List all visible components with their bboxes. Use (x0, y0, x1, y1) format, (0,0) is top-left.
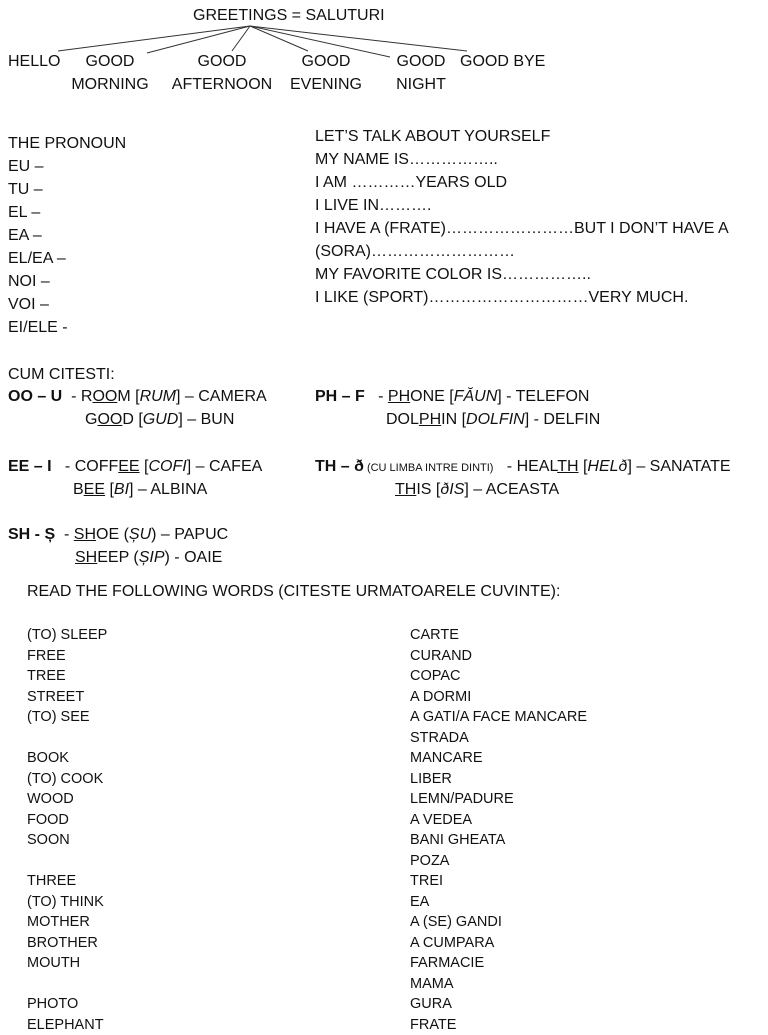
list-item: A DORMI (410, 687, 587, 708)
list-item: (TO) SEE (27, 707, 107, 728)
rule-ph-line1: PH – F - PHONE [FĂUN] - TELEFON (315, 385, 589, 408)
list-item: CARTE (410, 625, 587, 646)
list-item: MAMA (410, 974, 587, 995)
rule-th-line2: THIS [ðIS] – ACEASTA (395, 478, 559, 501)
list-item: THREE (27, 871, 107, 892)
greeting-hello: HELLO (8, 50, 60, 73)
english-word-list (27, 625, 107, 1035)
rule-oo-line1: OO – U - ROOM [RUM] – CAMERA (8, 385, 267, 408)
list-item: LIBER (410, 769, 587, 790)
rule-sh-key: SH - Ș (8, 526, 55, 543)
list-item: ELEPHANT (27, 1015, 107, 1035)
list-item: COPAC (410, 666, 587, 687)
greeting-good-night: GOOD NIGHT (390, 50, 452, 96)
list-item: FARMACIE (410, 953, 587, 974)
cum-citesti-title: CUM CITESTI: (8, 363, 115, 386)
list-item: MANCARE (410, 748, 587, 769)
rule-th-key: TH – ð (315, 458, 364, 475)
greeting-good-evening: GOOD EVENING (287, 50, 365, 96)
yourself-line: I HAVE A (FRATE)……………………BUT I DON’T HAVE A (315, 217, 729, 240)
yourself-title: LET’S TALK ABOUT YOURSELF (315, 125, 729, 148)
yourself-line: I LIVE IN………. (315, 194, 729, 217)
greeting-good-bye: GOOD BYE (460, 50, 545, 73)
list-item: FOOD (27, 810, 107, 831)
greetings-title: GREETINGS = SALUTURI (193, 4, 385, 27)
yourself-line: I LIKE (SPORT)…………………………VERY MUCH. (315, 286, 729, 309)
pronoun-item: VOI – (8, 293, 126, 316)
list-item: POZA (410, 851, 587, 872)
read-words-title: READ THE FOLLOWING WORDS (CITESTE URMATOARELE CUVINTE): (27, 580, 560, 603)
rule-ph-line2: DOLPHIN [DOLFIN] - DELFIN (386, 408, 600, 431)
list-item: A GATI/A FACE MANCARE (410, 707, 587, 728)
list-item: A (SE) GANDI (410, 912, 587, 933)
pronoun-item: TU – (8, 178, 126, 201)
list-item: MOUTH (27, 953, 107, 974)
rule-th-note: (CU LIMBA INTRE DINTI) (364, 462, 494, 474)
list-item: FREE (27, 646, 107, 667)
yourself-line: MY NAME IS…………….. (315, 148, 729, 171)
pronoun-item: EU – (8, 155, 126, 178)
list-item: GURA (410, 994, 587, 1015)
pronoun-item: EL/EA – (8, 247, 126, 270)
list-item: A VEDEA (410, 810, 587, 831)
rule-oo-line2: GOOD [GUD] – BUN (85, 408, 234, 431)
pronoun-title: THE PRONOUN (8, 132, 126, 155)
pronoun-item: EA – (8, 224, 126, 247)
yourself-line: MY FAVORITE COLOR IS…………….. (315, 263, 729, 286)
list-item: (TO) SLEEP (27, 625, 107, 646)
rule-ee-key: EE – I (8, 458, 52, 475)
yourself-line: (SORA)……………………… (315, 240, 729, 263)
rule-ph-key: PH – F (315, 388, 365, 405)
list-item (27, 974, 107, 995)
greeting-good-morning: GOOD MORNING (66, 50, 154, 96)
yourself-section (315, 125, 729, 309)
list-item (27, 851, 107, 872)
list-item: (TO) COOK (27, 769, 107, 790)
list-item: STREET (27, 687, 107, 708)
romanian-word-list (410, 625, 587, 1035)
list-item: LEMN/PADURE (410, 789, 587, 810)
list-item: A CUMPARA (410, 933, 587, 954)
list-item: CURAND (410, 646, 587, 667)
list-item: WOOD (27, 789, 107, 810)
rule-sh-line1: SH - Ș - SHOE (ȘU) – PAPUC (8, 523, 228, 546)
pronoun-item: EL – (8, 201, 126, 224)
list-item: (TO) THINK (27, 892, 107, 913)
rule-oo-key: OO – U (8, 388, 62, 405)
list-item: BANI GHEATA (410, 830, 587, 851)
rule-ee-line2: BEE [BI] – ALBINA (73, 478, 207, 501)
rule-ee-line1: EE – I - COFFEE [COFI] – CAFEA (8, 455, 262, 478)
rule-sh-line2: SHEEP (ȘIP) - OAIE (75, 546, 222, 569)
list-item: BROTHER (27, 933, 107, 954)
list-item: TREI (410, 871, 587, 892)
greeting-good-afternoon: GOOD AFTERNOON (170, 50, 274, 96)
rule-th-line1: TH – ð (CU LIMBA INTRE DINTI) - HEALTH [HELð] – SANATATE (315, 455, 731, 480)
pronoun-item: NOI – (8, 270, 126, 293)
yourself-line: I AM …………YEARS OLD (315, 171, 729, 194)
list-item: EA (410, 892, 587, 913)
list-item: MOTHER (27, 912, 107, 933)
pronoun-section (8, 132, 126, 339)
list-item: BOOK (27, 748, 107, 769)
pronoun-item: EI/ELE - (8, 316, 126, 339)
list-item (27, 728, 107, 749)
list-item: FRATE (410, 1015, 587, 1035)
list-item: TREE (27, 666, 107, 687)
list-item: SOON (27, 830, 107, 851)
list-item: PHOTO (27, 994, 107, 1015)
list-item: STRADA (410, 728, 587, 749)
